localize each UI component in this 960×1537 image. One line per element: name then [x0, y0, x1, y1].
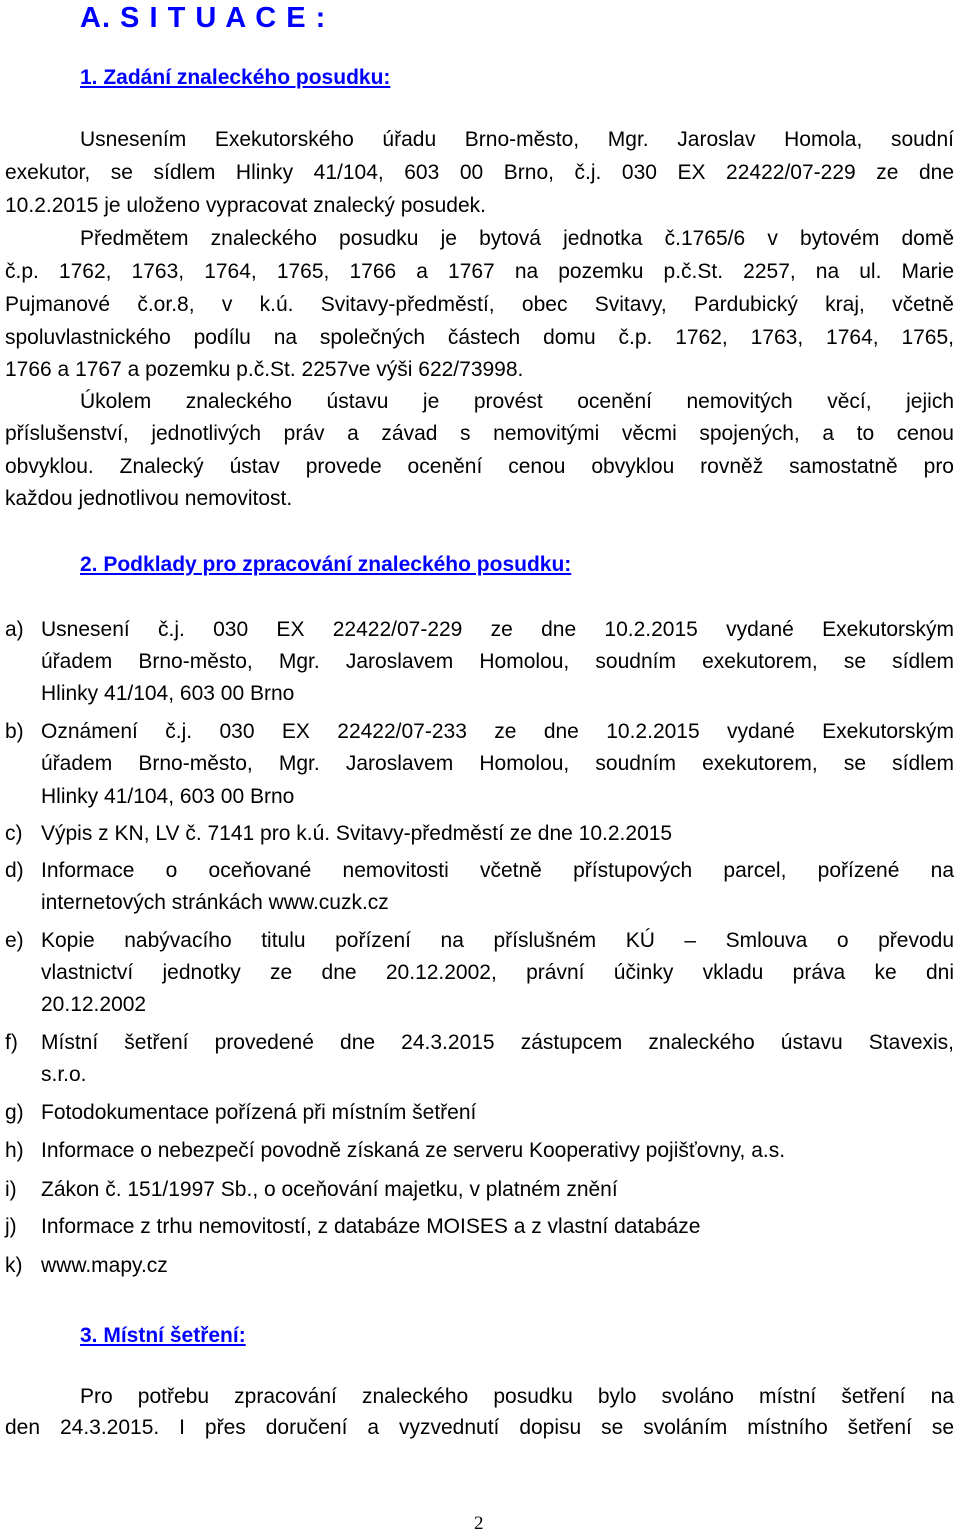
- section-2-heading: 2. Podklady pro zpracování znaleckého posudku:: [80, 553, 572, 576]
- paragraph-line: Usnesením Exekutorského úřadu Brno-město, Mgr. Jaroslav Homola, soudní: [80, 128, 954, 151]
- list-item-line: Kopie nabývacího titulu pořízení na příslušném KÚ – Smlouva o převodu: [41, 929, 954, 952]
- list-item-label: f): [5, 1031, 18, 1054]
- list-item-line: s.r.o.: [41, 1063, 87, 1086]
- list-item-line: Informace o oceňované nemovitosti včetně přístupových parcel, pořízené na: [41, 859, 954, 882]
- list-item-label: d): [5, 859, 24, 882]
- list-item-line: www.mapy.cz: [41, 1254, 168, 1277]
- paragraph-line: spoluvlastnického podílu na společných částech domu č.p. 1762, 1763, 1764, 1765,: [5, 326, 954, 349]
- list-item-label: i): [5, 1178, 17, 1201]
- list-item-line: Fotodokumentace pořízená při místním šetření: [41, 1101, 477, 1124]
- list-item-line: Informace o nebezpečí povodně získaná ze serveru Kooperativy pojišťovny, a.s.: [41, 1139, 786, 1162]
- paragraph-line: obvyklou. Znalecký ústav provede ocenění cenou obvyklou rovněž samostatně pro: [5, 455, 954, 478]
- list-item-line: úřadem Brno-město, Mgr. Jaroslavem Homolou, soudním exekutorem, se sídlem: [41, 752, 954, 775]
- list-item-line: Výpis z KN, LV č. 7141 pro k.ú. Svitavy-předměstí ze dne 10.2.2015: [41, 822, 673, 845]
- paragraph-line: č.p. 1762, 1763, 1764, 1765, 1766 a 1767 na pozemku p.č.St. 2257, na ul. Marie: [5, 260, 954, 283]
- document-title: A. S I T U A C E :: [80, 2, 327, 34]
- list-item-line: internetových stránkách www.cuzk.cz: [41, 891, 389, 914]
- paragraph-line: Pujmanové č.or.8, v k.ú. Svitavy-předměstí, obec Svitavy, Pardubický kraj, včetně: [5, 293, 954, 316]
- paragraph-line: den 24.3.2015. I přes doručení a vyzvednutí dopisu se svoláním místního šetření se: [5, 1416, 954, 1439]
- paragraph-line: Předmětem znaleckého posudku je bytová jednotka č.1765/6 v bytovém domě: [80, 227, 954, 250]
- list-item-label: k): [5, 1254, 23, 1277]
- list-item-line: Usnesení č.j. 030 EX 22422/07-229 ze dne 10.2.2015 vydané Exekutorským: [41, 618, 954, 641]
- list-item-line: vlastnictví jednotky ze dne 20.12.2002, právní účinky vkladu práva ke dni: [41, 961, 954, 984]
- list-item-label: j): [5, 1215, 17, 1238]
- list-item-line: Hlinky 41/104, 603 00 Brno: [41, 785, 295, 808]
- section-3-heading: 3. Místní šetření:: [80, 1324, 246, 1347]
- list-item-label: b): [5, 720, 24, 743]
- list-item-line: Místní šetření provedené dne 24.3.2015 zástupcem znaleckého ústavu Stavexis,: [41, 1031, 954, 1054]
- paragraph-line: 1766 a 1767 a pozemku p.č.St. 2257ve výši 622/73998.: [5, 358, 524, 381]
- list-item-line: Informace z trhu nemovitostí, z databáze MOISES a z vlastní databáze: [41, 1215, 701, 1238]
- list-item-line: úřadem Brno-město, Mgr. Jaroslavem Homolou, soudním exekutorem, se sídlem: [41, 650, 954, 673]
- list-item-line: Hlinky 41/104, 603 00 Brno: [41, 682, 295, 705]
- list-item-label: a): [5, 618, 24, 641]
- paragraph-line: exekutor, se sídlem Hlinky 41/104, 603 00 Brno, č.j. 030 EX 22422/07-229 ze dne: [5, 161, 954, 184]
- paragraph-line: Pro potřebu zpracování znaleckého posudku bylo svoláno místní šetření na: [80, 1385, 954, 1408]
- list-item-line: Zákon č. 151/1997 Sb., o oceňování majetku, v platném znění: [41, 1178, 618, 1201]
- list-item-label: c): [5, 822, 23, 845]
- paragraph-line: každou jednotlivou nemovitost.: [5, 487, 293, 510]
- paragraph-line: Úkolem znaleckého ústavu je provést ocenění nemovitých věcí, jejich: [80, 390, 954, 413]
- list-item-label: e): [5, 929, 24, 952]
- page-number: 2: [474, 1513, 484, 1534]
- paragraph-line: 10.2.2015 je uloženo vypracovat znalecký posudek.: [5, 194, 486, 217]
- section-1-heading: 1. Zadání znaleckého posudku:: [80, 66, 391, 89]
- list-item-label: g): [5, 1101, 24, 1124]
- paragraph-line: příslušenství, jednotlivých práv a závad s nemovitými věcmi spojených, a to cenou: [5, 422, 954, 445]
- list-item-line: 20.12.2002: [41, 993, 147, 1016]
- list-item-line: Oznámení č.j. 030 EX 22422/07-233 ze dne 10.2.2015 vydané Exekutorským: [41, 720, 954, 743]
- list-item-label: h): [5, 1139, 24, 1162]
